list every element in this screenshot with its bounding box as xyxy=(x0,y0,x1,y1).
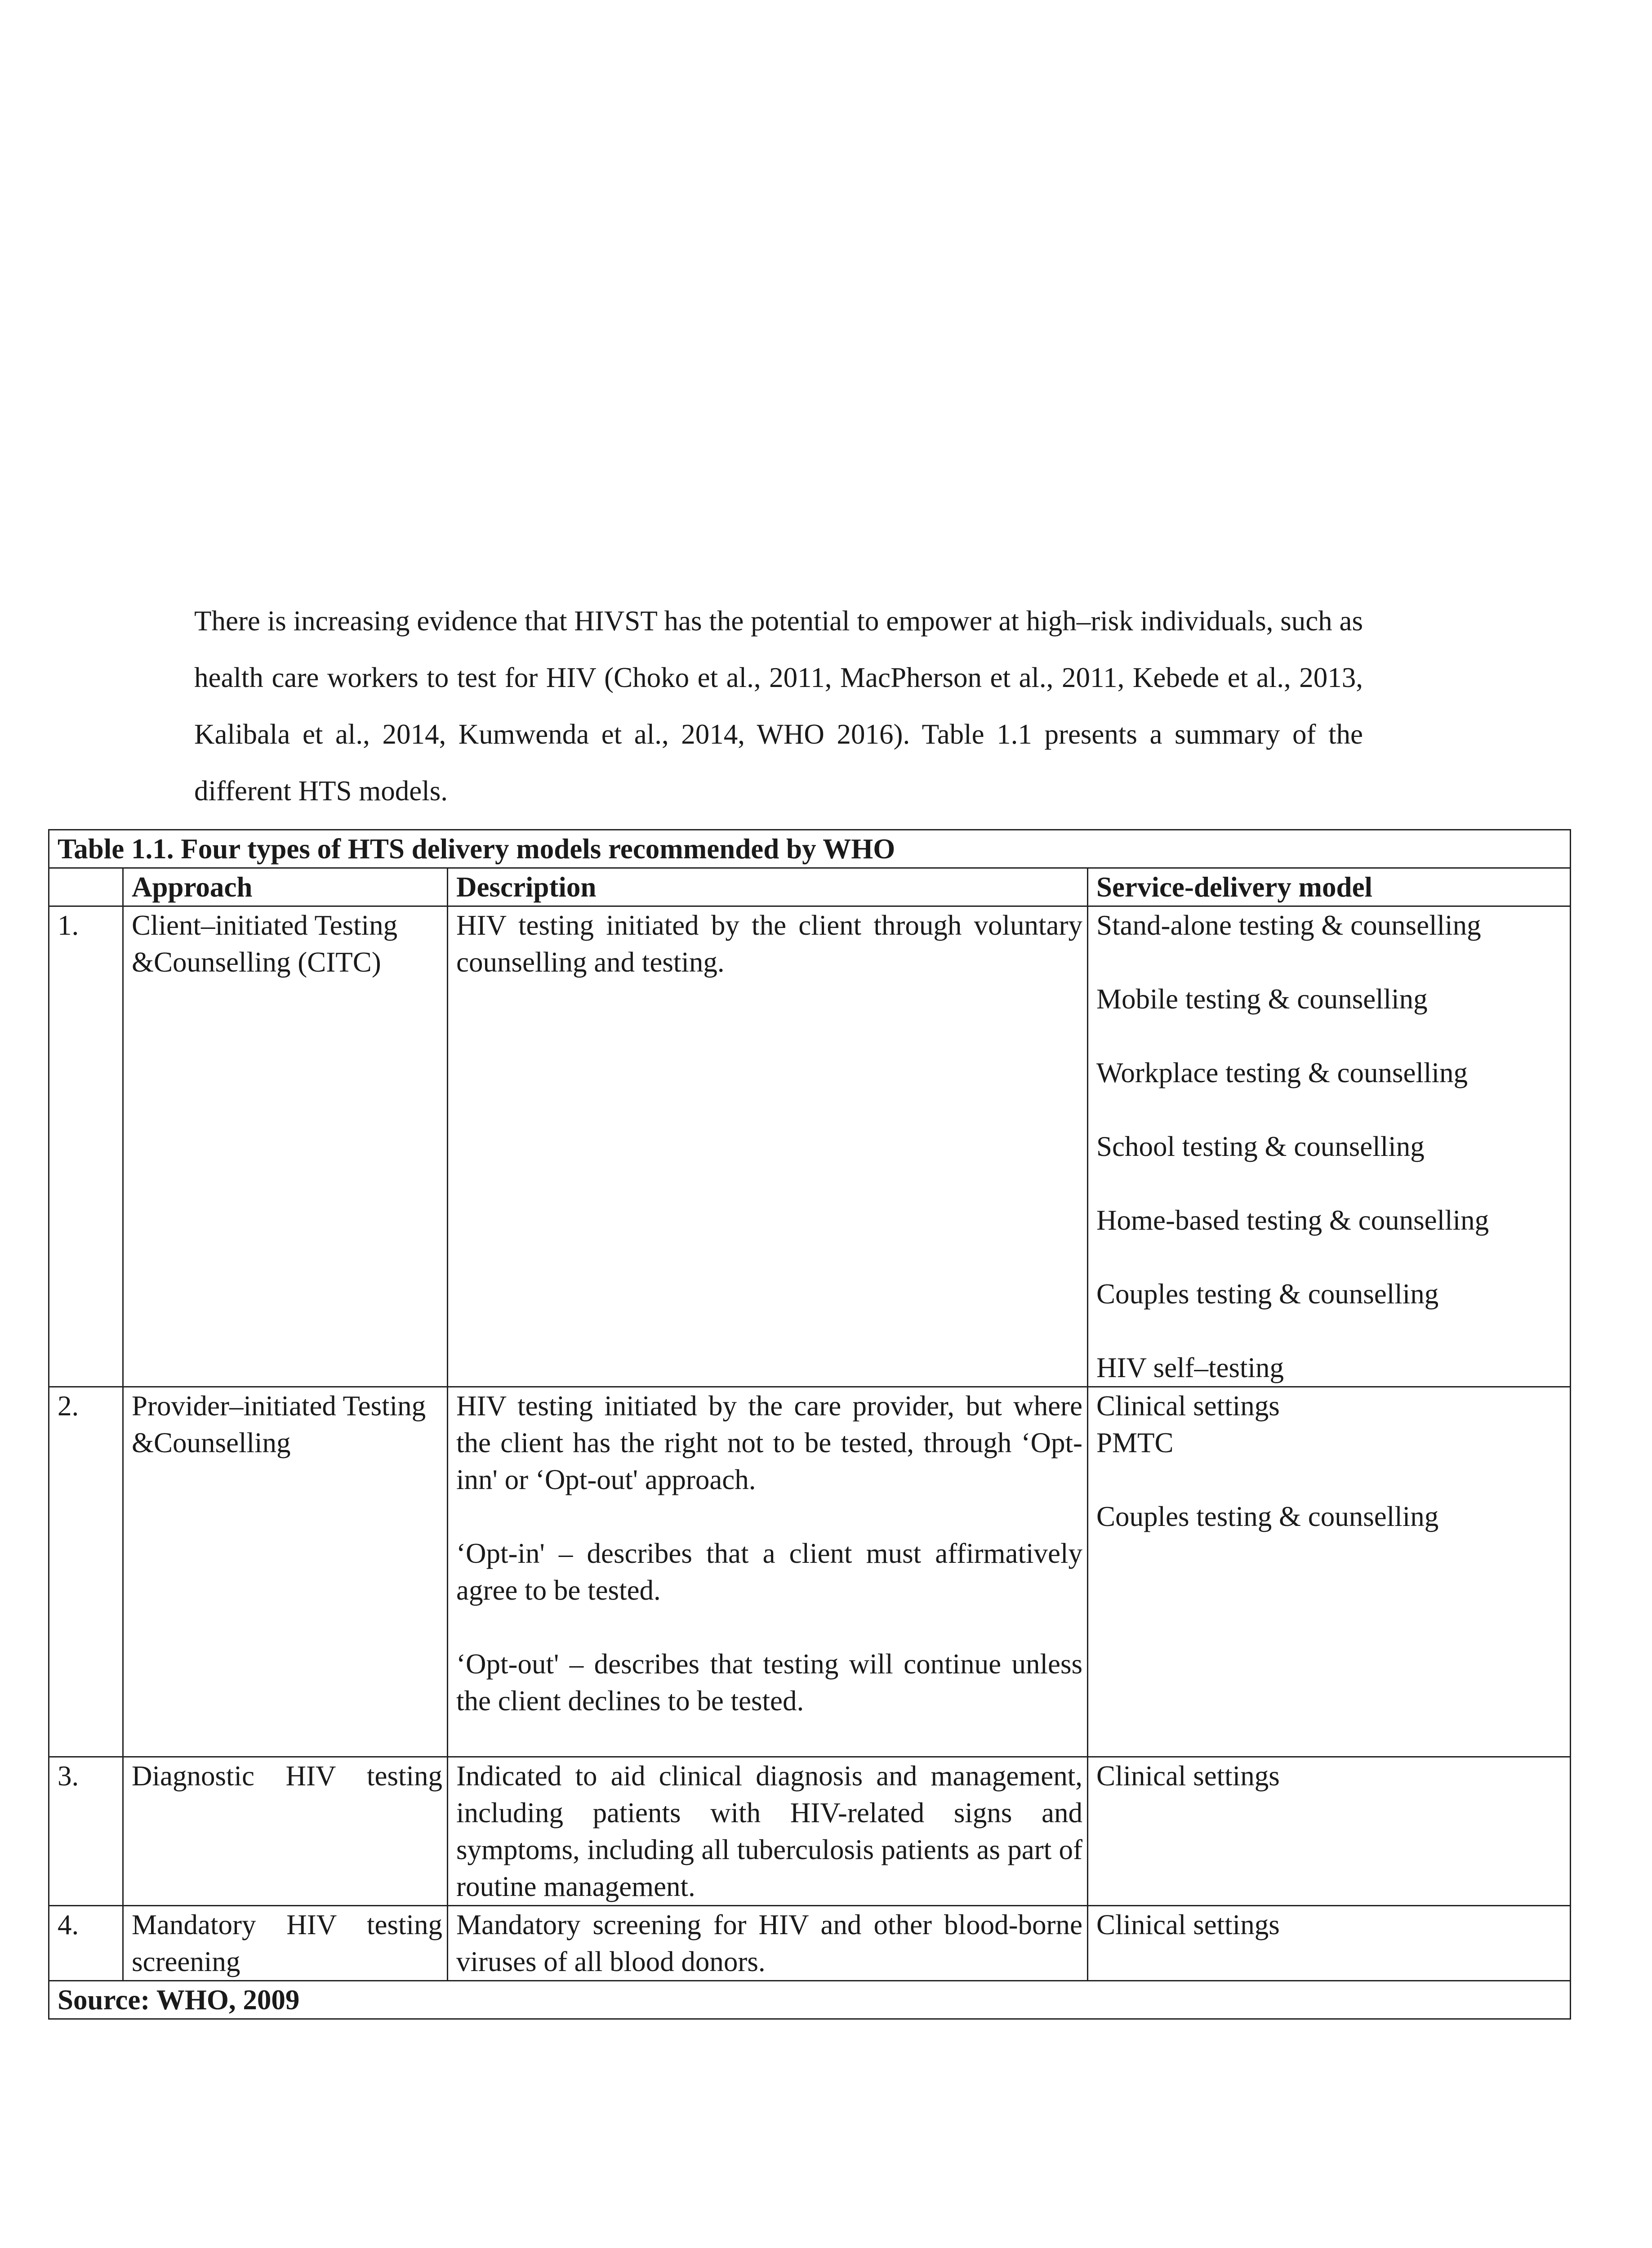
row-models xyxy=(1088,906,1571,1387)
table-row xyxy=(49,1757,1571,1906)
header-description: Description xyxy=(448,868,1088,906)
row-number: 4. xyxy=(49,1906,123,1981)
model-item: PMTC xyxy=(1096,1427,1174,1459)
model-item: Couples testing & counselling xyxy=(1096,1278,1439,1310)
description-paragraph: Mandatory screening for HIV and other blood-borne viruses of all blood donors. xyxy=(456,1909,1082,1977)
header-service-model: Service-delivery model xyxy=(1088,868,1571,906)
row-description xyxy=(448,1906,1088,1981)
description-paragraph: Indicated to aid clinical diagnosis and management, including patients with HIV-related signs and symptoms, including all tuberculosis patients as part of routine management. xyxy=(456,1760,1082,1902)
row-approach: Mandatory HIV testing screening xyxy=(123,1906,448,1981)
table-caption-row xyxy=(49,830,1571,868)
hts-models-table xyxy=(48,829,1571,2020)
row-description xyxy=(448,906,1088,1387)
row-approach: Client–initiated Testing &Counselling (CITC) xyxy=(123,906,448,1387)
row-number: 1. xyxy=(49,906,123,1387)
table-source-row xyxy=(49,1981,1571,2019)
row-approach: Provider–initiated Testing &Counselling xyxy=(123,1387,448,1757)
table-header-row xyxy=(49,868,1571,906)
description-paragraph: ‘Opt-out' – describes that testing will continue unless the client declines to be tested. xyxy=(456,1648,1082,1717)
row-models xyxy=(1088,1757,1571,1906)
table-row xyxy=(49,906,1571,1387)
description-paragraph: HIV testing initiated by the client through voluntary counselling and testing. xyxy=(456,910,1082,978)
model-item: Clinical settings xyxy=(1096,1760,1280,1792)
table-source: Source: WHO, 2009 xyxy=(49,1981,1571,2019)
table-caption: Table 1.1. Four types of HTS delivery models recommended by WHO xyxy=(49,830,1571,868)
header-approach: Approach xyxy=(123,868,448,906)
row-approach: Diagnostic HIV testing xyxy=(123,1757,448,1906)
description-paragraph: HIV testing initiated by the care provider, but where the client has the right not to be tested, through ‘Opt-inn' or ‘Opt-out' approach. xyxy=(456,1390,1082,1495)
row-models xyxy=(1088,1387,1571,1757)
model-item: Home-based testing & counselling xyxy=(1096,1204,1489,1236)
row-number: 2. xyxy=(49,1387,123,1757)
model-item: Mobile testing & counselling xyxy=(1096,983,1428,1015)
model-item: Clinical settings xyxy=(1096,1390,1280,1422)
row-number: 3. xyxy=(49,1757,123,1906)
model-item: Workplace testing & counselling xyxy=(1096,1057,1468,1088)
model-item: School testing & counselling xyxy=(1096,1131,1425,1162)
table-row xyxy=(49,1906,1571,1981)
intro-paragraph: There is increasing evidence that HIVST has the potential to empower at high–risk individuals, such as health care workers to test for HIV (Choko et al., 2011, MacPherson et al., 2011, Kebede et al., 2013, Kalibala et al., 2014, Kumwenda et al., 2014, WHO 2016). Table 1.1 presents a summary of the different HTS models. xyxy=(194,605,1363,807)
table-row xyxy=(49,1387,1571,1757)
model-item: Stand-alone testing & counselling xyxy=(1096,910,1481,941)
header-number xyxy=(49,868,123,906)
row-models xyxy=(1088,1906,1571,1981)
row-description xyxy=(448,1757,1088,1906)
row-description xyxy=(448,1387,1088,1757)
model-item: HIV self–testing xyxy=(1096,1352,1284,1383)
model-item: Clinical settings xyxy=(1096,1909,1280,1940)
description-paragraph: ‘Opt-in' – describes that a client must affirmatively agree to be tested. xyxy=(456,1538,1082,1606)
model-item: Couples testing & counselling xyxy=(1096,1501,1439,1532)
